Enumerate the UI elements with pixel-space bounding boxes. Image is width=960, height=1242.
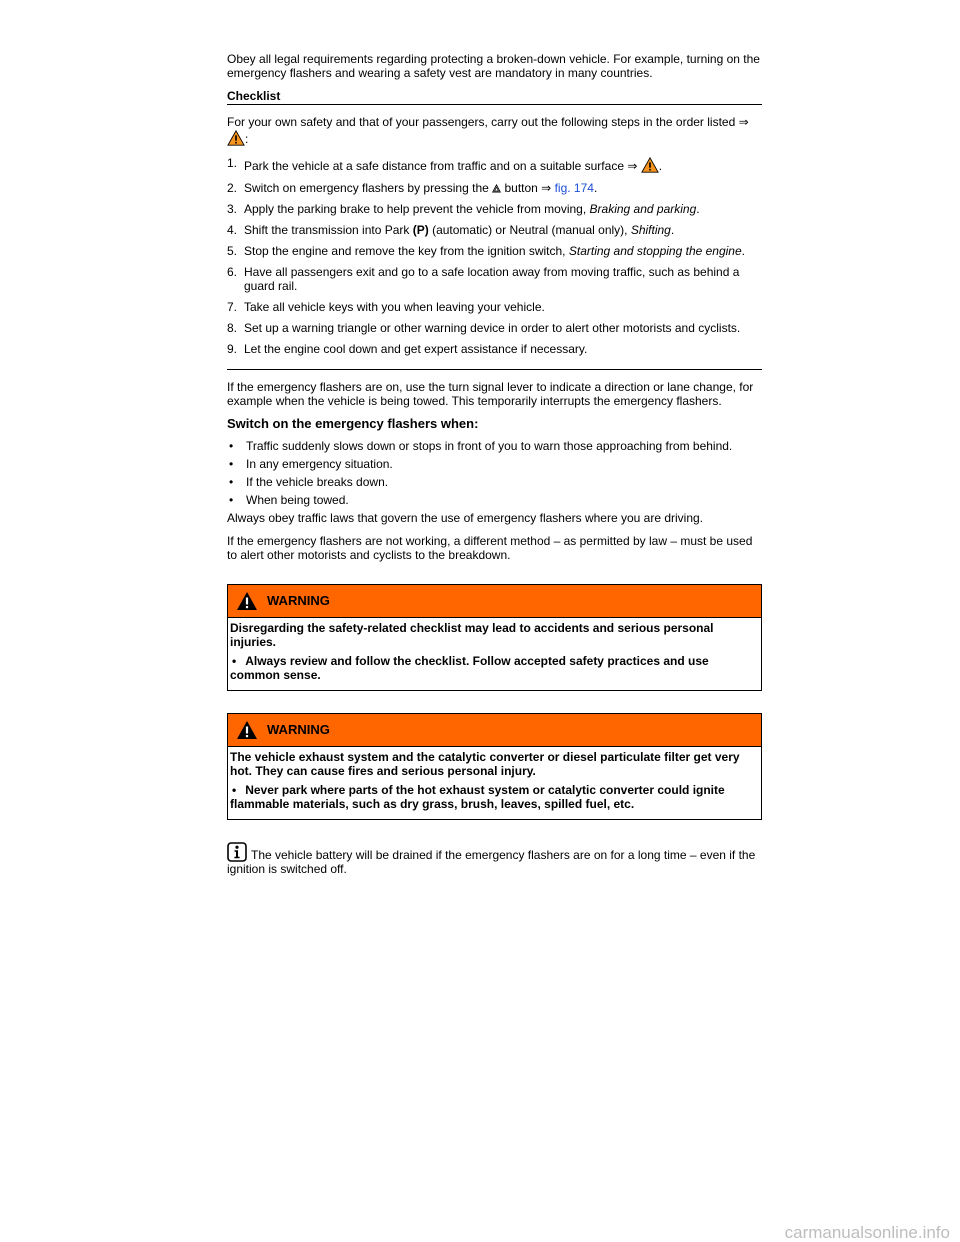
warning-triangle-icon[interactable] — [641, 156, 659, 174]
warning-triangle-icon — [236, 720, 258, 740]
warning-title: WARNING — [267, 593, 330, 608]
checklist-lead: For your own safety and that of your passengers, carry out the following steps in the order listed ⇒ : — [227, 115, 749, 146]
list-item: 3. Apply the parking brake to help prevent the vehicle from moving, Braking and parking. — [227, 202, 700, 216]
obey-paragraph: Always obey traffic laws that govern the use of emergency flashers where you are driving. — [227, 511, 704, 525]
list-item: • When being towed. — [229, 493, 349, 507]
not-working-paragraph: If the emergency flashers are not working, a different method – as permitted by law – must be used to alert other motorists and cyclists to the breakdown. — [227, 534, 753, 562]
list-item: 5. Stop the engine and remove the key from the ignition switch, Starting and stopping the engine. — [227, 244, 746, 258]
info-note-icon — [227, 842, 247, 862]
fig-174-link[interactable]: fig. 174 — [554, 181, 594, 195]
checklist-steps — [227, 156, 762, 370]
cross-reference[interactable]: Starting and stopping the engine — [568, 244, 742, 258]
switch-on-list — [227, 439, 762, 507]
battery-note: The vehicle battery will be drained if the emergency flashers are on for a long time – even if the ignition is switched off. — [227, 842, 762, 876]
warning-header — [228, 714, 761, 747]
warning-header — [228, 585, 761, 618]
list-item: 7. Take all vehicle keys with you when leaving your vehicle. — [227, 300, 545, 314]
manual-page — [227, 52, 762, 876]
hazard-button-icon — [492, 184, 501, 193]
list-item: 9. Let the engine cool down and get expert assistance if necessary. — [227, 342, 588, 356]
turn-signal-paragraph: If the emergency flashers are on, use the turn signal lever to indicate a direction or lane change, for example when the vehicle is being towed. This temporarily interrupts the emergency flashers. — [227, 380, 754, 408]
list-item: 2. Switch on emergency flashers by pressing the button ⇒ fig. 174. — [227, 181, 598, 195]
warning-box-checklist — [227, 584, 762, 691]
list-item: • Traffic suddenly slows down or stops in front of you to warn those approaching from behind. — [229, 439, 733, 453]
warning-triangle-icon — [236, 591, 258, 611]
list-item: 1. Park the vehicle at a safe distance from traffic and on a suitable surface ⇒ . — [227, 156, 663, 173]
warning-body: Disregarding the safety-related checklist may lead to accidents and serious personal injuries. • Always review and follow the checklist. Follow accepted safety practices and use common sense. — [230, 621, 714, 682]
list-item: • If the vehicle breaks down. — [229, 475, 389, 489]
warning-body: The vehicle exhaust system and the catalytic converter or diesel particulate filter get very hot. They can cause fires and serious personal injury. • Never park where parts of the hot exhaust system or catalytic converter could ignite flammable materials, such as dry grass, brush, leaves, spilled fuel, etc. — [230, 750, 740, 811]
warning-triangle-icon[interactable] — [227, 129, 245, 147]
cross-reference[interactable]: Braking and parking — [589, 202, 697, 216]
checklist-heading: Checklist — [227, 89, 762, 105]
watermark: carmanualsonline.info — [784, 1223, 950, 1242]
list-item: 6. Have all passengers exit and go to a safe location away from moving traffic, such as behind a guard rail. — [227, 265, 740, 293]
warning-box-exhaust — [227, 713, 762, 820]
cross-reference[interactable]: Shifting — [630, 223, 671, 237]
list-item: 8. Set up a warning triangle or other warning device in order to alert other motorists and cyclists. — [227, 321, 741, 335]
switch-on-heading: Switch on the emergency flashers when: — [227, 416, 479, 431]
warning-title: WARNING — [267, 722, 330, 737]
list-item: 4. Shift the transmission into Park (P) (automatic) or Neutral (manual only), Shifting. — [227, 223, 675, 237]
intro-paragraph: Obey all legal requirements regarding protecting a broken-down vehicle. For example, turning on the emergency flashers and wearing a safety vest are mandatory in many countries. — [227, 52, 760, 80]
list-item: • In any emergency situation. — [229, 457, 393, 471]
